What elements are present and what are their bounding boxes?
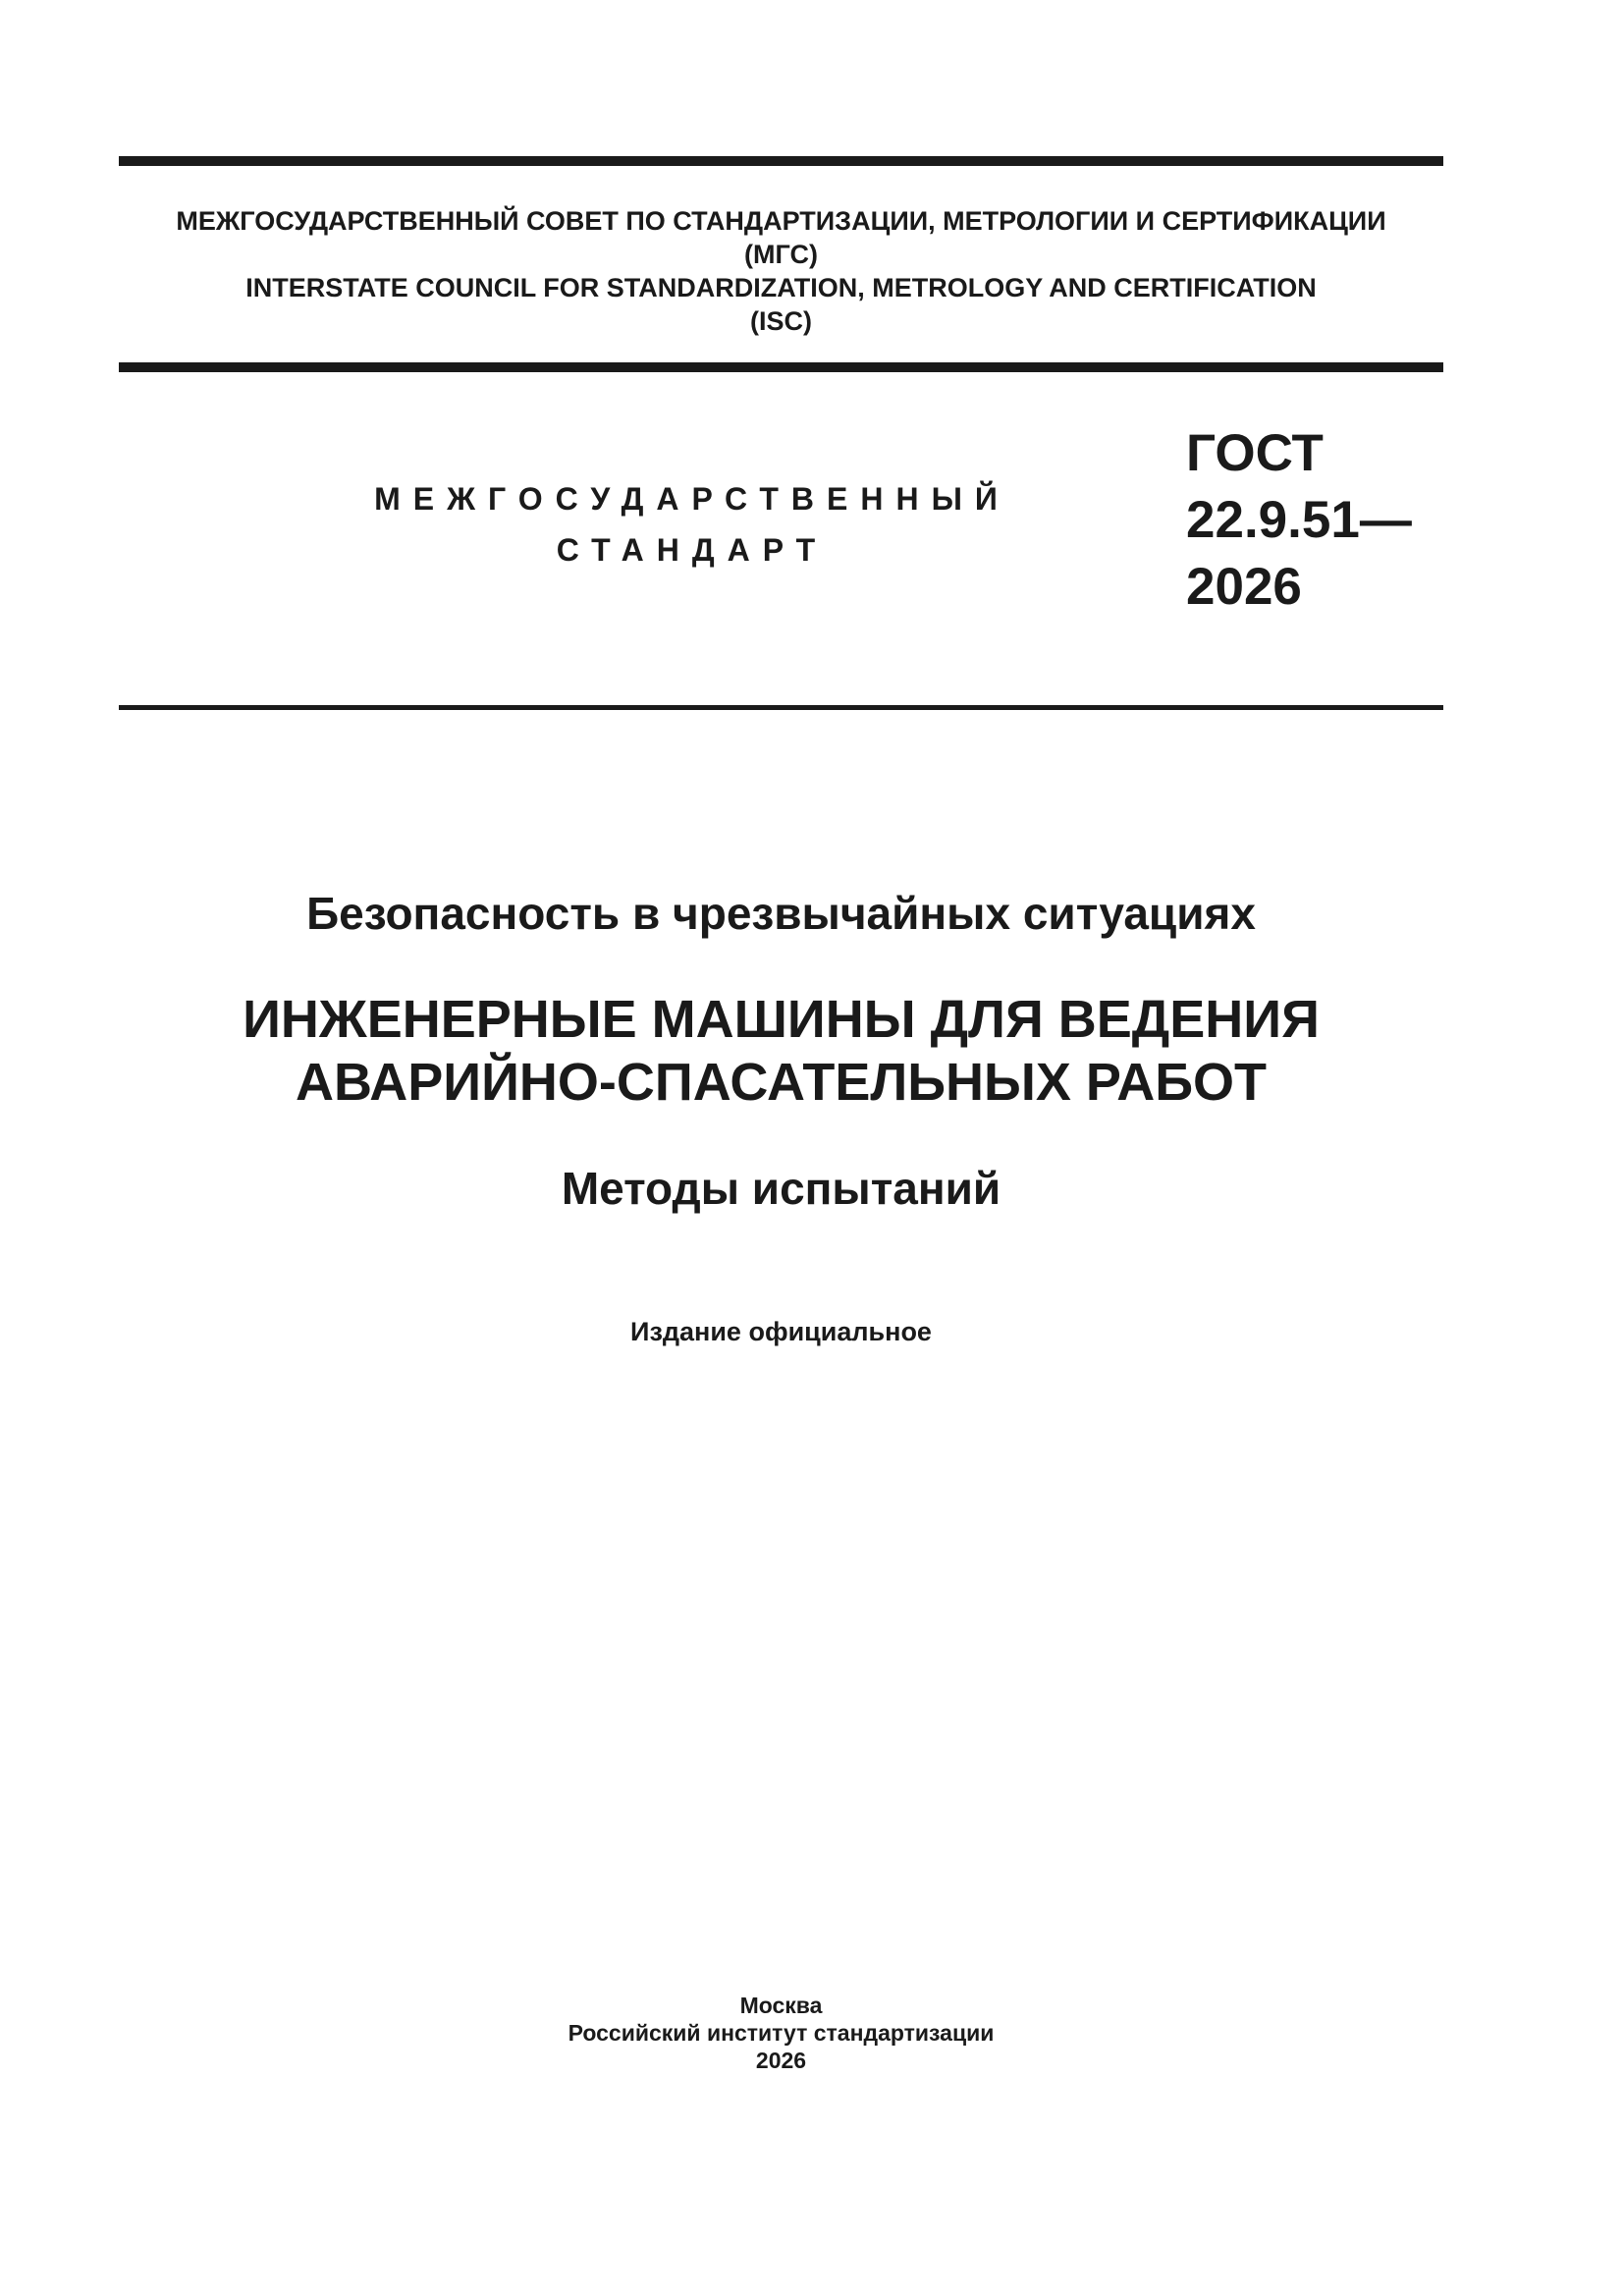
gost-designation: [1186, 420, 1412, 621]
gost-number: 22.9.51—: [1186, 491, 1412, 549]
imprint-year: 2026: [755, 2048, 807, 2073]
council-header: [119, 204, 1443, 338]
council-name-en: INTERSTATE COUNCIL FOR STANDARDIZATION, METROLOGY AND CERTIFICATION: [245, 273, 1317, 302]
imprint: [119, 1992, 1443, 2074]
top-rule: [119, 156, 1443, 166]
document-title: [119, 988, 1443, 1114]
edition-note: Издание официальное: [630, 1317, 932, 1346]
imprint-city: Москва: [739, 1993, 823, 2018]
council-abbr-ru: (МГС): [744, 240, 818, 269]
document-subject: Безопасность в чрезвычайных ситуациях: [306, 888, 1256, 939]
council-abbr-en: (ISC): [750, 306, 812, 336]
document-title-line1: ИНЖЕНЕРНЫЕ МАШИНЫ ДЛЯ ВЕДЕНИЯ: [243, 990, 1320, 1049]
council-name-ru: МЕЖГОСУДАРСТВЕННЫЙ СОВЕТ ПО СТАНДАРТИЗАЦИИ, МЕТРОЛОГИИ И СЕРТИФИКАЦИИ: [176, 206, 1386, 236]
standard-kind-line2: СТАНДАРТ: [556, 532, 829, 568]
document-title-line2: АВАРИЙНО-СПАСАТЕЛЬНЫХ РАБОТ: [295, 1053, 1267, 1112]
imprint-publisher: Российский институт стандартизации: [568, 2020, 995, 2046]
gost-label: ГОСТ: [1186, 424, 1324, 482]
standard-kind-line1: МЕЖГОСУДАРСТВЕННЫЙ: [374, 481, 1010, 517]
document-subtitle: Методы испытаний: [561, 1163, 1001, 1214]
bottom-rule: [119, 705, 1443, 710]
gost-year: 2026: [1186, 558, 1302, 616]
standard-kind: [373, 473, 1011, 575]
middle-rule: [119, 362, 1443, 372]
